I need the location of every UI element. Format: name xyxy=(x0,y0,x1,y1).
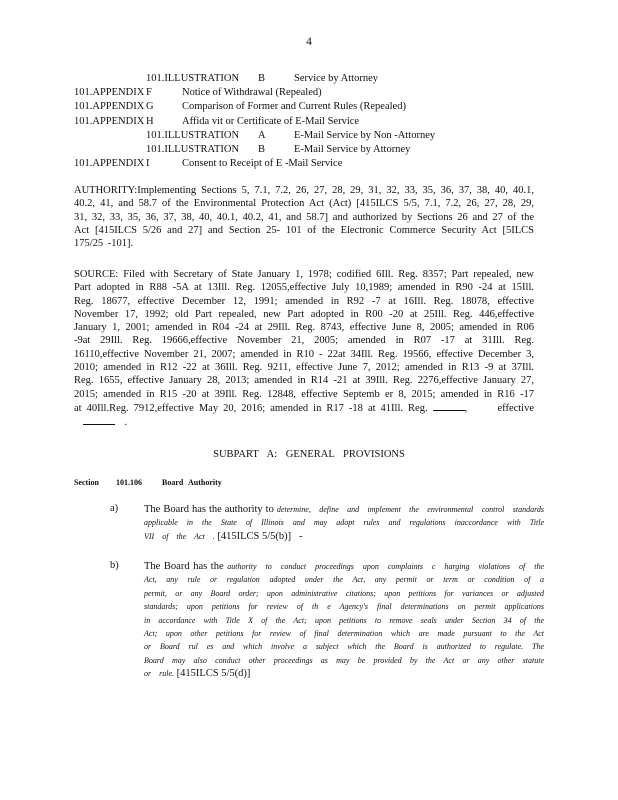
paragraph-cite: [415ILCS 5/5(b)] xyxy=(217,530,292,542)
toc-entry-title: Affida vit or Certificate of E-Mail Service xyxy=(182,115,360,127)
toc-entry xyxy=(74,100,554,114)
toc-entry-letter: B xyxy=(258,73,266,84)
toc-entry xyxy=(74,143,554,157)
page-number: 4 xyxy=(306,36,312,48)
toc-entry-letter: H xyxy=(146,115,154,127)
toc-entry-title: E-Mail Service by Attorney xyxy=(294,143,411,155)
toc-entry xyxy=(74,72,554,86)
source-text: SOURCE: Filed with Secretary of State January 1, 1978; codified 6Ill. Reg. 8357; Part repealed, new Part adopted in R88 -5A at 13Ill. Reg. 12055,effective July 10,1989; amended in R90 -24 at 15Ill. Reg. 18677, effective December 12, 1991; amended in R92 -7 at 16Ill. Reg. 18078, effective November 17, 1992; old Part repealed, new Part adopted in R00 -20 at 25Ill. Reg. 446,effective January 1, 2001; amended in R04 -24 at 29Ill. Reg. 8743, effective June 8, 2005; amended in R06 -9at 29Ill. Reg. 19666,effective November 21, 2005; amended in R07 -17 at 31Ill. Reg. 16110,effective November 21, 2007; amended in R10 - 22at 34Ill. Reg. 19566, effective December 3, 2010; amended in R12 -22 at 36Ill. Reg. 9211, effective June 7, 2012; amended in R13 -9 at 37Ill. Reg. 1655, effective January 28, 2013; amended in R14 -21 at 39Ill. Reg. 2276,effective January 27, 2015; amended in R15 -20 at 39Ill. Reg. 12848, effective Septemb er 8, 2015; amended in R16 -17 at 40Ill.Reg. 7912,effective May 20, 2016; amended in R17 -18 at 41Ill. Reg. xyxy=(74,269,534,414)
toc-entry-type: 101.APPENDIX xyxy=(74,101,145,113)
section-title-word: Authority xyxy=(188,478,222,487)
toc-entry-letter: A xyxy=(258,129,266,141)
toc-entry-letter: G xyxy=(146,101,154,113)
toc-entry xyxy=(74,86,554,100)
section-label: Section xyxy=(74,478,99,487)
paragraph-text xyxy=(144,560,544,681)
toc-entry-title: Comparison of Former and Current Rules (Repealed) xyxy=(182,101,406,113)
paragraph-lead: The Board has the authority to xyxy=(144,504,274,515)
toc-entry-letter: F xyxy=(146,87,152,99)
authority-note: AUTHORITY:Implementing Sections 5, 7.1, 7.2, 26, 27, 28, 29, 31, 32, 33, 35, 36, 37, 38, 40, 40.1, 40.2, 41, and 58.7 of the Environmental Protection Act (Act) [415ILCS 5/5, 7.1, 7.2, 26, 27, 28, 29, 31, 32, 33, 35, 36, 37, 38, 40, 40.1, 40.2, 41, and 58.7] and authorized by Sections 26 and 27 of the Act [415ILCS 5/26 and 27] and Section 25- 101 of the Electronic Commerce Security Act [5ILCS 175/25 -101]. xyxy=(74,185,534,250)
toc-entry-title: Notice of Withdrawal (Repealed) xyxy=(182,87,322,99)
toc-entry xyxy=(74,115,554,129)
section-heading xyxy=(74,478,222,487)
source-note xyxy=(74,268,534,430)
toc-entry-type: 101.ILLUSTRATION xyxy=(146,73,240,84)
toc-entry-title: Consent to Receipt of E -Mail Service xyxy=(182,158,343,170)
toc-entry-title: Service by Attorney xyxy=(294,73,378,84)
paragraph-label: b) xyxy=(110,560,119,571)
paragraph-label: a) xyxy=(110,503,119,514)
toc-entry-type: 101.APPENDIX xyxy=(74,87,145,99)
blank-line xyxy=(433,401,465,411)
source-comma: , xyxy=(464,402,468,414)
toc-entry-type: 101.ILLUSTRATION xyxy=(146,143,240,155)
toc-entry-letter: B xyxy=(258,143,266,155)
section-number: 101.106 xyxy=(116,478,142,487)
paragraph-quote: determine, define and implement the environmental control standards applicable in the State of Illinois and may adopt rules and regulations inaccordance with Title VII of the Act . xyxy=(144,505,545,541)
source-end: . xyxy=(124,417,128,429)
paragraph-text xyxy=(144,503,544,543)
toc-entry-title: E-Mail Service by Non -Attorney xyxy=(294,129,436,141)
toc-entry-type: 101.APPENDIX xyxy=(74,115,145,127)
blank-line xyxy=(83,415,115,425)
table-of-contents xyxy=(74,72,554,171)
toc-entry xyxy=(74,157,554,171)
paragraph-quote: authority to conduct proceedings upon complaints c harging violations of the Act, any rule or regulation adopted under the Act, any permit or term or condition of a permit, or any Board order; upon administrative citations; upon petitions for variances or adjusted standards; upon petitions for review of th e Agency's final determinations on permit applications in accordance with Title X of the Act; upon petitions to remove seals under Section 34 of the Act; upon other petitions for review of final determination which are made pursuant to the Act or Board rul es and which involve a subject which the Board is authorized to regulate. The Board may also conduct other proceedings as may be provided by the Act or any other statute or rule. xyxy=(144,562,545,679)
paragraph-cite: [415ILCS 5/5(d)] xyxy=(176,668,251,680)
toc-entry-letter: I xyxy=(146,158,150,170)
section-title-word: Board xyxy=(162,478,184,487)
subpart-heading: SUBPART A: GENERAL PROVISIONS xyxy=(213,449,405,460)
paragraph-tail: - xyxy=(299,530,303,542)
paragraph-lead: The Board has the xyxy=(144,561,224,572)
toc-entry xyxy=(74,129,554,143)
toc-entry-type: 101.ILLUSTRATION xyxy=(146,129,240,141)
toc-entry-type: 101.APPENDIX xyxy=(74,158,145,170)
source-effective: effective xyxy=(497,402,535,414)
